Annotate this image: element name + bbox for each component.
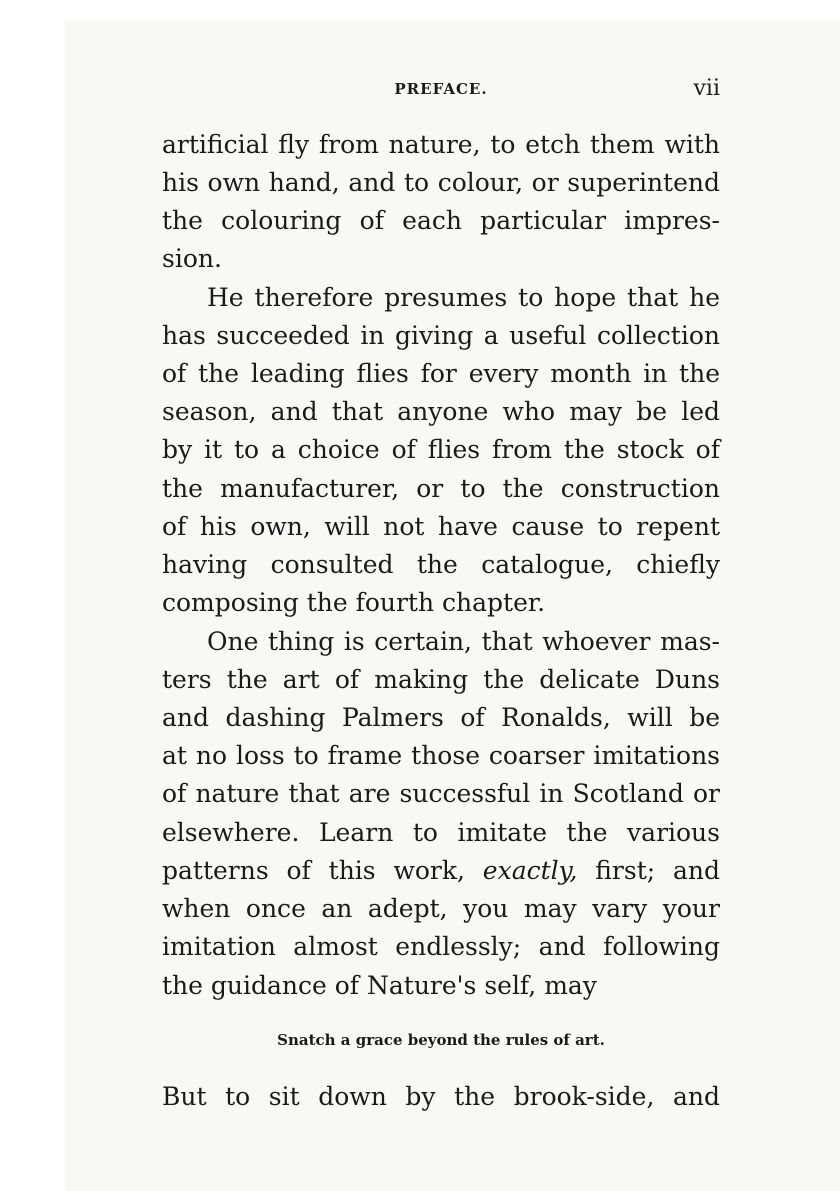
running-header <box>162 76 720 106</box>
header-title: PREFACE. <box>394 80 488 98</box>
italic-word: exactly, <box>482 856 578 885</box>
text-line: the guidance of Nature's self, may <box>162 971 597 1000</box>
text-line: and dashing Palmers of Ronalds, will be <box>162 703 720 732</box>
text-line: when once an adept, you may vary your <box>162 894 720 923</box>
text-line: the manufacturer, or to the construction <box>162 474 720 503</box>
text-line-with-italic <box>162 852 720 890</box>
text-line: ters the art of making the delicate Duns <box>162 665 720 694</box>
text-line: has succeeded in giving a useful collection <box>162 321 720 350</box>
text-line: by it to a choice of flies from the stock of <box>162 435 720 464</box>
text-line: of the leading flies for every month in the <box>162 359 720 388</box>
text-segment: patterns of this work, <box>162 856 465 885</box>
text-line: at no loss to frame those coarser imitations <box>162 741 720 770</box>
text-line: the colouring of each particular impres- <box>162 206 720 235</box>
text-line: He therefore presumes to hope that he <box>207 283 720 312</box>
text-line: of his own, will not have cause to repent <box>162 512 720 541</box>
text-segment: first; and <box>595 856 721 885</box>
text-line: One thing is certain, that whoever mas- <box>207 627 720 656</box>
text-line: his own hand, and to colour, or superintend <box>162 168 720 197</box>
text-line: But to sit down by the brook-side, and <box>162 1082 720 1111</box>
text-line: composing the fourth chapter. <box>162 588 546 617</box>
text-line: season, and that anyone who may be led <box>162 397 720 426</box>
text-line: artificial fly from nature, to etch them with <box>162 130 720 159</box>
text-line: having consulted the catalogue, chiefly <box>162 550 720 579</box>
text-line: elsewhere. Learn to imitate the various <box>162 818 720 847</box>
page-number: vii <box>693 76 720 101</box>
text-line: imitation almost endlessly; and following <box>162 932 720 961</box>
text-line: sion. <box>162 244 222 273</box>
quotation: Snatch a grace beyond the rules of art. <box>277 1031 605 1049</box>
text-line: of nature that are successful in Scotland or <box>162 779 720 808</box>
